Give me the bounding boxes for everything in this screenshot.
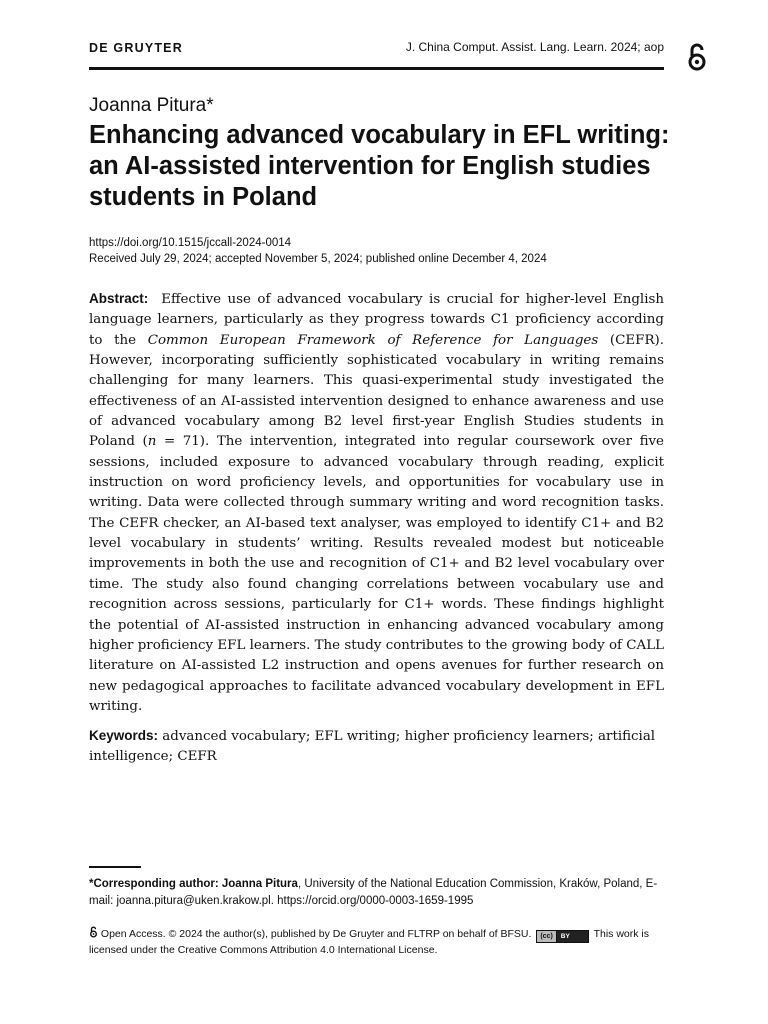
keywords-label: Keywords: <box>89 728 159 743</box>
keywords <box>89 726 664 768</box>
abstract-text-1: Effective use of advanced vocabulary is crucial for higher-level English language learners, particularly as they progress towards C1 proficiency according to the <box>89 292 664 348</box>
license-text-1: Open Access. © 2024 the author(s), published by De Gruyter and FLTRP on behalf of BFSU. <box>100 928 532 940</box>
open-access-lock-icon <box>686 42 708 72</box>
license-statement <box>89 926 664 958</box>
header-rule <box>89 67 664 70</box>
journal-citation: J. China Comput. Assist. Lang. Learn. 2024; aop <box>405 40 664 54</box>
abstract-label: Abstract: <box>89 291 149 306</box>
paper-title: Enhancing advanced vocabulary in EFL writing: an AI-assisted intervention for English studies students in Poland <box>89 121 670 211</box>
doi-link[interactable]: https://doi.org/10.1515/jccall-2024-0014 <box>89 237 292 249</box>
footnote-label: *Corresponding author: Joanna Pitura <box>89 878 298 890</box>
abstract-n-symbol: n <box>147 434 157 450</box>
author-name: Joanna Pitura* <box>89 95 214 116</box>
cc-badge-by: BY <box>560 933 570 940</box>
publication-dates: Received July 29, 2024; accepted November 5, 2024; published online December 4, 2024 <box>89 253 547 265</box>
abstract-text-2: (CEFR). However, incorporating sufficiently sophisticated vocabulary in writing remains challenging for many learners. This quasi-experimental study investigated the effectiveness of an AI-assisted intervention designed to enhance awareness and use of advanced vocabulary among B2 level first-year English Studies students in Poland ( <box>89 332 665 450</box>
cc-badge-cc: (cc) <box>537 931 556 942</box>
license-text-2: This work is licensed under the Creative Commons Attribution 4.0 International License. <box>89 928 649 956</box>
abstract-framework-title: Common European Framework of Reference for Languages <box>147 332 599 348</box>
cc-by-badge[interactable] <box>536 930 588 943</box>
abstract-text-3: = 71). The intervention, integrated into regular coursework over five sessions, included exposure to advanced vocabulary through reading, explicit instruction on word proficiency levels, and opportunities for vocabulary use in writing. Data were collected through summary writing and word recognition tasks. The CEFR checker, an AI-based text analyser, was employed to identify C1+ and B2 level vocabulary in students’ writing. Results revealed modest but noticeable improvements in both the use and recognition of C1+ and B2 level vocabulary over time. The study also found changing correlations between vocabulary use and recognition across sessions, particularly for C1+ words. These findings highlight the potential of AI-assisted instruction in enhancing advanced vocabulary among higher proficiency EFL learners. The study contributes to the growing body of CALL literature on AI-assisted L2 instruction and opens avenues for further research on new pedagogical approaches to facilitate advanced vocabulary development in EFL writing. <box>89 434 664 714</box>
abstract <box>89 289 664 717</box>
open-access-small-icon <box>89 926 98 938</box>
footnote-text: , University of the National Education Commission, Kraków, Poland, E-mail: joanna.pitura@uken.krakow.pl. https://orcid.org/0000-0003-1659-1995 <box>89 878 658 907</box>
article-meta <box>89 235 547 267</box>
keywords-text: advanced vocabulary; EFL writing; higher proficiency learners; artificial intelligence; CEFR <box>89 729 656 765</box>
publisher-name: DE GRUYTER <box>89 41 183 55</box>
footnote-rule <box>89 866 141 868</box>
corresponding-author-footnote <box>89 876 664 910</box>
